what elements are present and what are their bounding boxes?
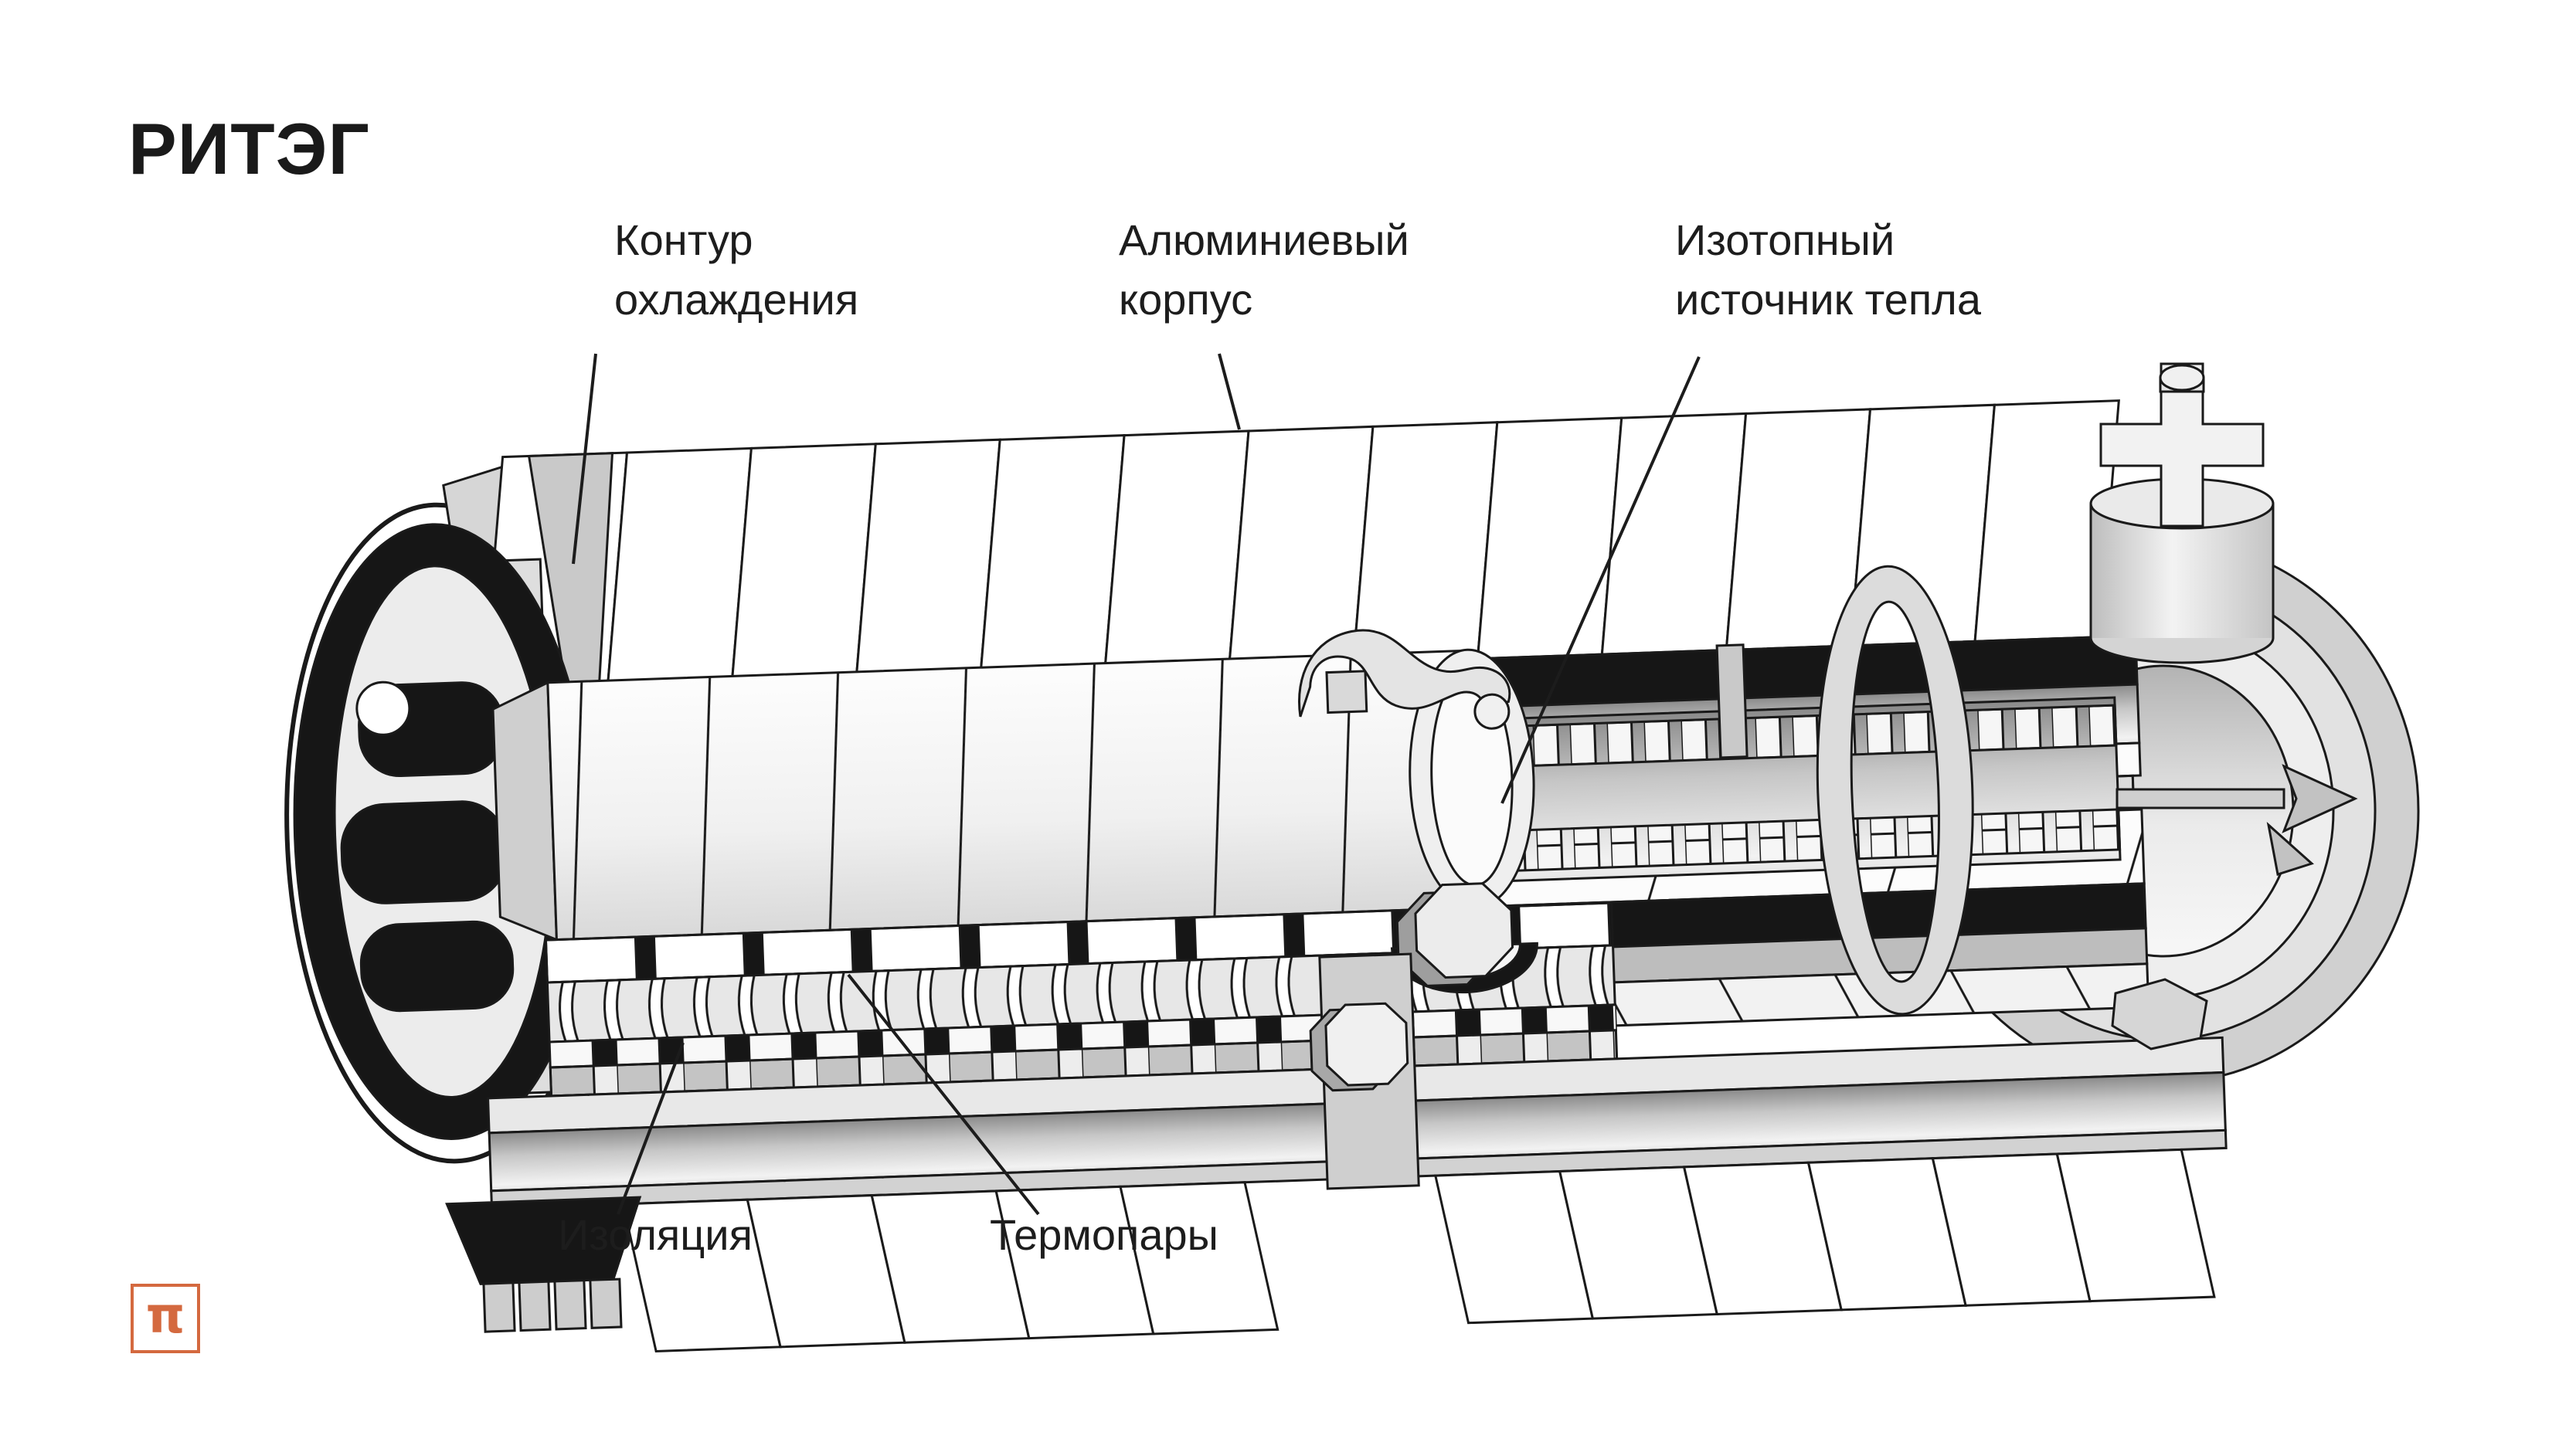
label-line: Контур <box>614 215 753 264</box>
fuel-capsule <box>340 800 507 904</box>
pi-logo <box>131 1284 200 1353</box>
label-thermocouples <box>990 1205 1218 1264</box>
label-isotope-heat-source <box>1675 210 1981 329</box>
label-line: Изоляция <box>558 1210 753 1259</box>
label-aluminum-housing <box>1119 210 1409 329</box>
label-cooling-circuit <box>614 210 858 329</box>
heat-source-tube-right <box>1458 697 2120 883</box>
leader-aluminum-housing <box>1219 354 1239 429</box>
label-line: охлаждения <box>614 275 859 324</box>
fuel-capsule <box>360 921 515 1013</box>
label-line: Алюминиевый <box>1119 215 1409 264</box>
support-post-right <box>1717 645 1747 758</box>
label-line: корпус <box>1119 275 1253 324</box>
label-line: Изотопный <box>1675 215 1895 264</box>
label-line: источник тепла <box>1675 275 1981 324</box>
pi-logo-glyph: π <box>145 1288 185 1345</box>
capsule-port <box>356 681 410 735</box>
page-title: РИТЭГ <box>128 108 370 189</box>
label-line: Термопары <box>990 1210 1218 1259</box>
label-insulation <box>558 1205 753 1264</box>
